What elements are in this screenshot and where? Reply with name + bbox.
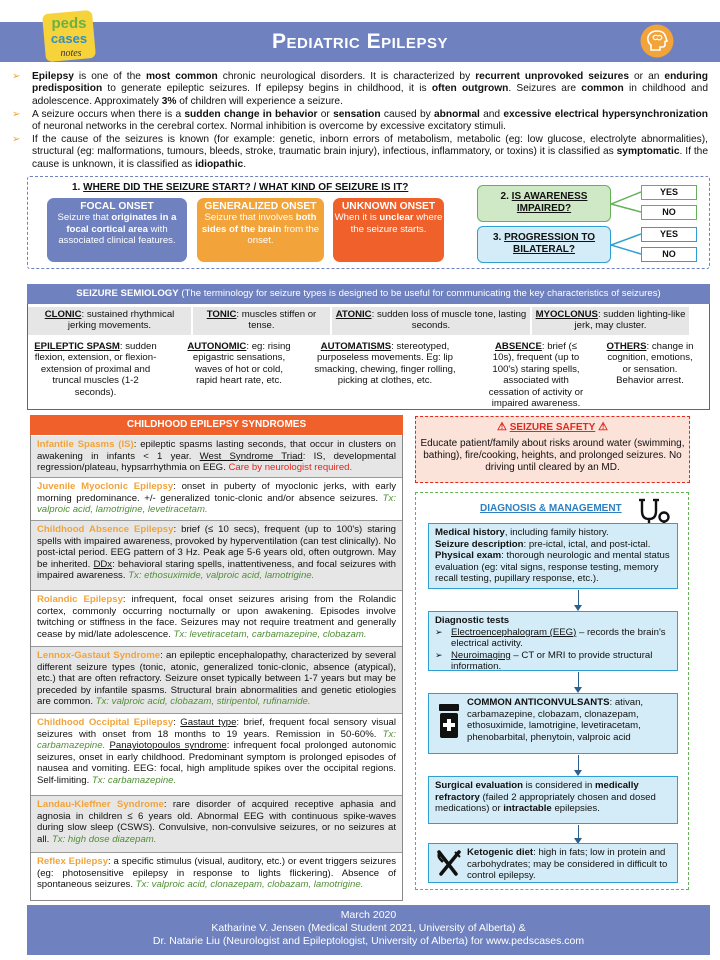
history-exam-box: Medical history, including family history. Seizure description: pre-ictal, ictal, and post-ictal. Physical exam: thorough neurologic and mental status evaluation (eg: vital signs, response testing, memory recall testing, pupillary response, etc.). <box>428 523 678 589</box>
focal-onset-box: FOCAL ONSET Seizure that originates in a focal cortical area with associated clinical features. <box>47 198 187 262</box>
bilateral-question-box: 3. PROGRESSION TO BILATERAL? <box>477 226 611 263</box>
logo-word-notes: notes <box>60 48 82 59</box>
syndrome-item: Childhood Occipital Epilepsy: Gastaut type: brief, frequent focal sensory visual seizures with onset from 18 months to 19 years. Remission in 50-60%. Tx: carbamazepine. Panayiotopoulos syndrome: infrequent focal prolonged autonomic seizures, onset in early childhood. Predominant symptom is prolonged episodes of nausea and vomiting. EEG: focal, high amplitude spikes over the occipital regions. Self-limiting. Tx: carbamazepine. <box>37 717 397 786</box>
semiology-header: SEIZURE SEMIOLOGY (The terminology for seizure types is designed to be useful for communicating the key characteristics of seizures) <box>27 284 710 304</box>
semiology-cell: AUTONOMIC: eg: rising epigastric sensations, waves of hot or cold, rapid heart rate, etc. <box>187 341 291 387</box>
semiology-cell: ABSENCE: brief (≤ 10s), frequent (up to 100's) staring spells, associated with cessation of activity or impaired awareness. <box>488 341 584 410</box>
pill-bottle-icon <box>438 703 460 739</box>
onset-question: 1. WHERE DID THE SEIZURE START? / WHAT KIND OF SEIZURE IS IT? <box>72 182 409 193</box>
ketogenic-diet-box: Ketogenic diet: high in fats; low in protein and carbohydrates; may be considered in difficult to control epilepsy. <box>428 843 678 883</box>
pedscases-logo <box>40 8 98 64</box>
syndrome-item: Lennox-Gastaut Syndrome: an epileptic encephalopathy, characterized by several different seizure types (tonic, atonic, generalized tonic-clonic, absence (atypical), etc.) that are often refractory. Seizure onset typically between 1-7 years but may be preceded by infantile spasms. Structural brain abnormalities and genetic etiologies are common. Tx: valproic acid, clobazam, stiripentol, rufinamide. <box>31 647 402 713</box>
bullet-arrow-icon: ➢ <box>12 71 21 82</box>
syndrome-item: Childhood Absence Epilepsy: brief (≤ 10 secs), frequent (up to 100's) staring spells with impaired awareness, provoked by hyperventilation (can test clinically). No post-ictal period. EEG pattern of 3 Hz. Peak age 5-6 years old, often outgrown. May be inherited. DDx: behavioral staring spells, inattentiveness, and focal seizures with impaired awareness. Tx: ethosuximide, valproic acid, lamotrigine. <box>31 521 402 590</box>
flow-arrow-icon <box>578 672 579 688</box>
warning-icon: ⚠ <box>598 421 608 433</box>
semiology-cell: OTHERS: change in cognition, emotions, or sensation. Behavior arrest. <box>606 341 694 387</box>
footer-author-1: Katharine V. Jensen (Medical Student 2021, University of Alberta) & <box>211 921 526 934</box>
branch-connectors <box>611 186 641 266</box>
logo-word-peds: peds <box>51 15 87 32</box>
logo-word-cases: cases <box>50 31 88 46</box>
diagnostic-tests-box: Diagnostic tests ➢ Electroencephalogram (EEG) – records the brain's electrical activity. ➢ Neuroimaging – CT or MRI to provide structural information. <box>428 611 678 671</box>
footer <box>27 905 710 955</box>
intro-paragraph: ➢ A seizure occurs when there is a sudden change in behavior or sensation caused by abnormal and excessive electrical hypersynchronization of neuronal networks in the cerebral cortex. Normal inhibition is overcome by excessive excitatory stimuli. <box>12 109 708 133</box>
bullet-arrow-icon: ➢ <box>12 109 21 120</box>
semiology-cell: MYOCLONUS: sudden lighting-like jerk, may cluster. <box>532 307 689 335</box>
semiology-cell: AUTOMATISMS: stereotyped, purposeless movements. Eg: lip smacking, chewing, finger rolling, picking at clothes, etc. <box>314 341 456 387</box>
awareness-question-box: 2. IS AWARENESS IMPAIRED? <box>477 185 611 222</box>
semiology-cell: CLONIC: sustained rhythmical jerking movements. <box>28 307 191 335</box>
semiology-cell: EPILEPTIC SPASM: sudden flexion, extension, or flexion-extension of proximal and truncal muscles (1-2 seconds). <box>34 341 157 398</box>
surgical-evaluation-box: Surgical evaluation is considered in medically refractory (failed 2 appropriately chosen and dosed medications) or intractable epilepsies. <box>428 776 678 824</box>
bullet-arrow-icon: ➢ <box>12 134 21 145</box>
flow-arrow-icon <box>578 590 579 606</box>
flow-arrow-icon <box>578 755 579 771</box>
syndrome-item: Reflex Epilepsy: a specific stimulus (visual, auditory, etc.) or event triggers seizures (eg: photosensitive epilepsy in response to lights flickering). Absence of spontaneous seizures. Tx: valproic acid, clonazepam, clobazam, lamotrigine. <box>37 856 396 891</box>
brain-head-icon <box>640 24 674 58</box>
intro-paragraph: ➢ If the cause of the seizures is known (for example: genetic, inborn errors of metabolism, metabolic (eg: low glucose, electrolyte abnormalities), structural (eg: malformations, tumours, bleeds, stroke, traumatic brain injury), infectious, inflammatory, or toxins) it is classified as symptomatic. If the cause is unknown, it is classified as idiopathic. <box>12 134 708 170</box>
semiology-cell: TONIC: muscles stiffen or tense. <box>193 307 330 335</box>
footer-date: March 2020 <box>340 909 397 921</box>
safety-text: Educate patient/family about risks around water (swimming, bathing), fire/cooking, heights, and prolonged seizures. No driving until cleared by an MD. <box>420 438 685 473</box>
anticonvulsants-box: COMMON ANTICONVULSANTS: ativan, carbamazepine, clobazam, clonazepam, ethosuximide, lamotrigine, levetiracetam, phenobarbital, phenytoin, valproic acid <box>428 693 678 754</box>
awareness-no: NO <box>641 205 697 220</box>
syndrome-item: Landau-Kleffner Syndrome: rare disorder of acquired receptive aphasia and agnosia in children ≤ 6 years old. Abnormal EEG with continuous spike-waves during slow sleep (CSWS). Convulsive, non-convulsive seizures, or no seizures at all. Tx: high dose diazepam. <box>31 796 402 852</box>
footer-author-2: Dr. Natarie Liu (Neurologist and Epileptologist, University of Alberta) for www.pedscases.com <box>152 934 585 947</box>
page-title: Pediatric Epilepsy <box>272 30 448 53</box>
syndromes-header: CHILDHOOD EPILEPSY SYNDROMES <box>30 415 403 435</box>
fork-knife-icon <box>436 850 462 878</box>
syndrome-item: Infantile Spasms (IS): epileptic spasms lasting seconds, that occur in clusters on awakening in infants < 1 year. West Syndrome Triad: IS, developmental regression/plateau, hypsarrhythmia on EEG. Care by neurologist required. <box>31 436 402 477</box>
bilateral-no: NO <box>641 247 697 262</box>
bilateral-yes: YES <box>641 227 697 242</box>
syndrome-item: Rolandic Epilepsy: infrequent, focal onset seizures arising from the Rolandic cortex, commonly occurring nocturnally or upon awakening. Episodes involve twitching or stiffness in the face. Seizures may not require treatment and generally cease by mid/late adolescence. Tx: levetiracetam, carbamazepine, clobazam. <box>37 594 396 640</box>
diagnosis-title: DIAGNOSIS & MANAGEMENT <box>480 503 622 514</box>
awareness-yes: YES <box>641 185 697 200</box>
semiology-cell: ATONIC: sudden loss of muscle tone, lasting seconds. <box>332 307 530 335</box>
warning-icon: ⚠ <box>497 421 507 433</box>
seizure-safety-box: ⚠ SEIZURE SAFETY ⚠ Educate patient/family about risks around water (swimming, bathing), fire/cooking, heights, and prolonged seizures. No driving until cleared by an MD. <box>415 416 690 483</box>
unknown-onset-box: UNKNOWN ONSET When it is unclear where the seizure starts. <box>333 198 444 262</box>
flow-arrow-icon <box>578 825 579 839</box>
generalized-onset-box: GENERALIZED ONSET Seizure that involves both sides of the brain from the onset. <box>197 198 324 262</box>
syndrome-item: Juvenile Myoclonic Epilepsy: onset in puberty of myoclonic jerks, with early morning predominance. +/- generalized tonic-clonic and/or absence seizures. Tx: valproic acid, lamotrigine, levetiracetam. <box>37 481 396 516</box>
intro-paragraph: ➢ Epilepsy is one of the most common chronic neurological disorders. It is characterized by recurrent unprovoked seizures or an enduring predisposition to generate epileptic seizures. If epilepsy begins in childhood, it is often outgrown. Seizures are common in childhood and adolescence. Approximately 3% of children will experience a seizure. <box>12 71 708 107</box>
